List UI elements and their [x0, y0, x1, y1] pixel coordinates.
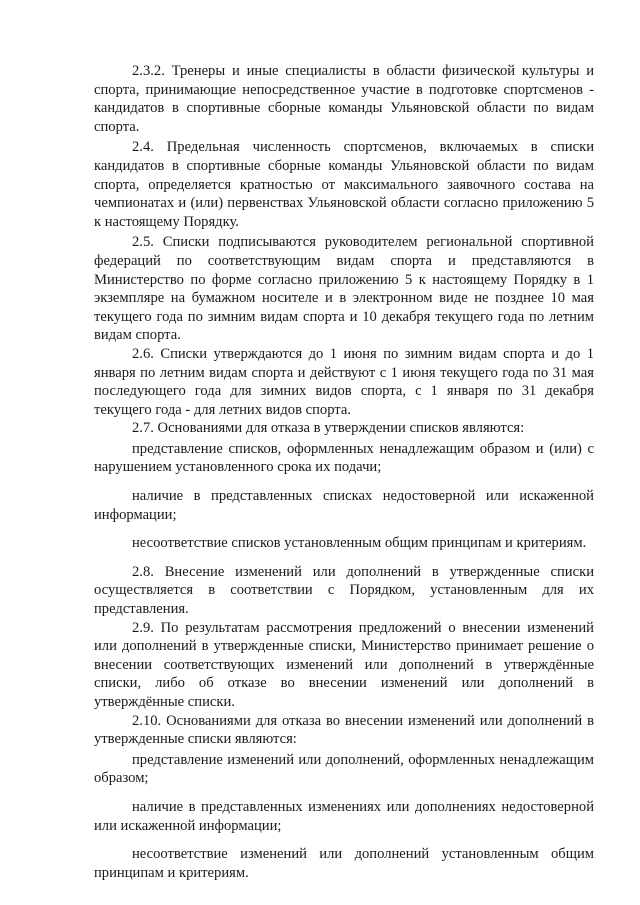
paragraph-2-8: 2.8. Внесение изменений или дополнений в утвержденные списки осуществляется в соответствии с Порядком, установленным для их представления.: [94, 563, 594, 618]
paragraph-2-3-2: 2.3.2. Тренеры и иные специалисты в области физической культуры и спорта, принимающие непосредственное участие в подготовке спортсменов - кандидатов в спортивные сборные команды Ульяновской области по видам спорта.: [94, 63, 594, 135]
paragraph-2-10-item-3: несоответствие изменений или дополнений установленным общим принципам и критериям.: [94, 846, 594, 881]
paragraph-2-6: 2.6. Списки утверждаются до 1 июня по зимним видам спорта и до 1 января по летним видам спорта и действуют с 1 июня текущего года по 31 мая последующего года для зимних видов спорта, с 1 января по 31 декабря текущего года - для летних видов спорта.: [94, 345, 594, 418]
paragraph-2-10: 2.10. Основаниями для отказа во внесении изменений или дополнений в утвержденные списки являются:: [94, 712, 594, 748]
paragraph-2-7-item-1: представление списков, оформленных ненадлежащим образом и (или) с нарушением установленного срока их подачи;: [94, 440, 594, 476]
paragraph-2-7: 2.7. Основаниями для отказа в утверждении списков являются:: [132, 420, 525, 437]
paragraph-2-10-item-2: наличие в представленных изменениях или дополнениях недостоверной или искаженной информации;: [94, 798, 594, 834]
paragraph-2-5: 2.5. Списки подписываются руководителем региональной спортивной федераций по соответствующим видам спорта и представляются в Министерство по форме согласно приложению 5 к настоящему Порядку в 1 экземпляре на бумажном носителе и в электронном виде не позднее 10 мая текущего года по зимним видам спорта и 10 декабря текущего года по летним видам спорта.: [94, 234, 594, 344]
paragraph-2-10-item-1: представление изменений или дополнений, оформленных ненадлежащим образом;: [94, 751, 594, 787]
document-page: [94, 62, 594, 882]
paragraph-2-7-item-2: наличие в представленных списках недостоверной или искаженной информации;: [94, 488, 594, 523]
paragraph-2-4: 2.4. Предельная численность спортсменов, включаемых в списки кандидатов в спортивные сборные команды Ульяновской области по видам спорта, определяется кратностью от максимального заявочного состава на чемпионатах и (или) первенствах Ульяновской области согласно приложению 5 к настоящему Порядку.: [94, 139, 594, 230]
paragraph-2-7-item-3: несоответствие списков установленным общим принципам и критериям.: [132, 535, 587, 552]
paragraph-2-9: 2.9. По результатам рассмотрения предложений о внесении изменений или дополнений в утвержденные списки, Министерство принимает решение о внесении соответствующих изменений или дополнений в утверждённые списки, либо об отказе во внесении изменений или дополнений в утверждённые списки.: [94, 619, 594, 710]
